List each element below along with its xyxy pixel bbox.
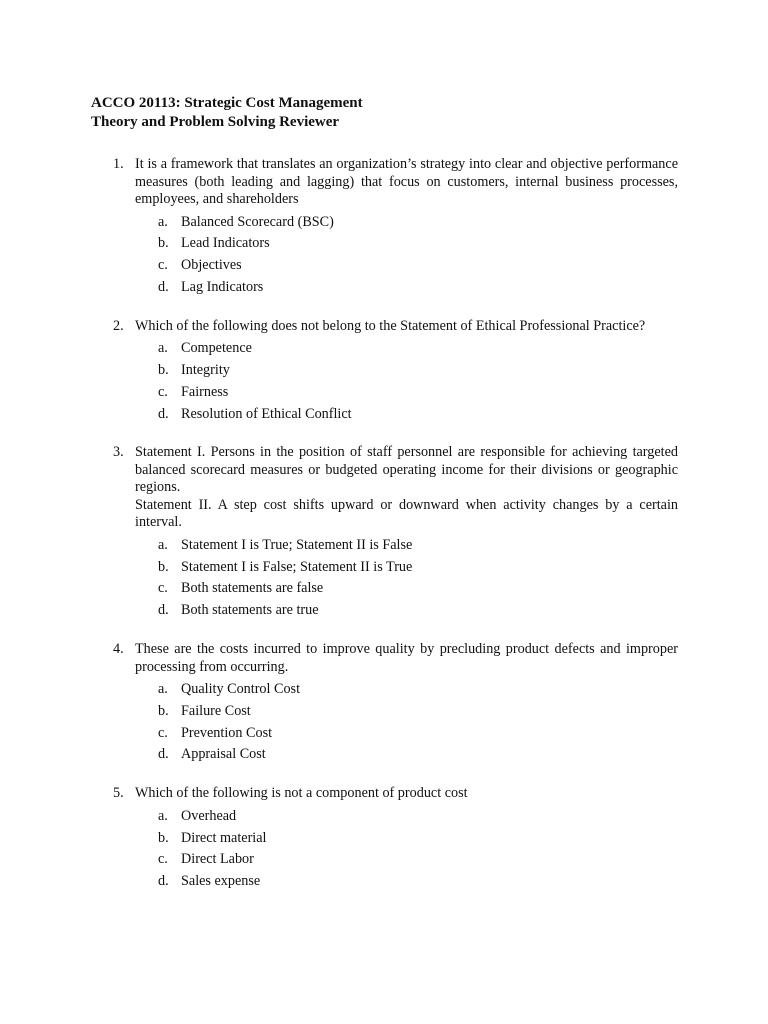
answer-options — [91, 212, 678, 299]
answer-option — [91, 360, 678, 382]
option-letter: a. — [158, 213, 168, 230]
option-text: Objectives — [181, 257, 242, 274]
option-letter: b. — [158, 361, 169, 378]
answer-option — [91, 255, 678, 277]
option-letter: a. — [158, 807, 168, 824]
option-letter: a. — [158, 536, 168, 553]
answer-option — [91, 535, 678, 557]
question-number: 4. — [113, 641, 124, 658]
answer-options — [91, 338, 678, 425]
option-text: Prevention Cost — [181, 724, 273, 741]
option-letter: b. — [158, 702, 169, 719]
question-paragraph: Which of the following does not belong to the Statement of Ethical Professional Practice? — [135, 317, 646, 334]
option-letter: d. — [158, 873, 169, 890]
course-title: ACCO 20113: Strategic Cost Management — [91, 95, 363, 111]
option-text: Balanced Scorecard (BSC) — [181, 213, 334, 230]
option-text: Statement I is True; Statement II is False — [181, 536, 413, 553]
option-letter: c. — [158, 257, 168, 274]
answer-option — [91, 871, 678, 893]
answer-option — [91, 828, 678, 850]
option-text: Direct Labor — [181, 851, 254, 868]
question-number: 1. — [113, 156, 124, 172]
option-text: Sales expense — [181, 873, 261, 890]
reviewer-title: Theory and Problem Solving Reviewer — [91, 114, 340, 130]
question-list — [91, 156, 678, 912]
question-text — [135, 785, 678, 803]
answer-option — [91, 233, 678, 255]
answer-option — [91, 404, 678, 426]
option-letter: c. — [158, 383, 168, 400]
option-letter: d. — [158, 278, 169, 295]
option-letter: d. — [158, 602, 169, 619]
option-text: Direct material — [181, 829, 267, 846]
option-text: Fairness — [181, 383, 229, 400]
answer-option — [91, 212, 678, 234]
option-text: Competence — [181, 340, 252, 357]
option-text: Appraisal Cost — [181, 746, 266, 763]
answer-option — [91, 849, 678, 871]
answer-option — [91, 723, 678, 745]
answer-option — [91, 578, 678, 600]
option-text: Resolution of Ethical Conflict — [181, 405, 352, 422]
question-paragraph: Statement I. Persons in the position of staff personnel are responsible for achieving targeted balanced scorecard measures or budgeted operating income for their divisions or geographic regions. — [135, 444, 678, 496]
document-header — [91, 94, 363, 132]
answer-option — [91, 744, 678, 766]
question-paragraph: Which of the following is not a component of product cost — [135, 785, 468, 802]
option-text: Failure Cost — [181, 702, 251, 719]
answer-option — [91, 679, 678, 701]
answer-option — [91, 338, 678, 360]
option-letter: c. — [158, 851, 168, 868]
option-text: Lag Indicators — [181, 278, 264, 295]
question-number: 5. — [113, 785, 124, 802]
option-letter: b. — [158, 558, 169, 575]
question-item — [91, 318, 678, 426]
answer-option — [91, 557, 678, 579]
option-letter: c. — [158, 580, 168, 597]
question-item — [91, 444, 678, 622]
option-letter: c. — [158, 724, 168, 741]
question-number: 3. — [113, 444, 124, 461]
option-letter: d. — [158, 405, 169, 422]
option-text: Both statements are true — [181, 602, 319, 619]
answer-option — [91, 600, 678, 622]
option-text: Integrity — [181, 361, 230, 378]
question-item — [91, 641, 678, 766]
answer-option — [91, 806, 678, 828]
question-text — [135, 641, 678, 676]
option-letter: d. — [158, 746, 169, 763]
answer-option — [91, 277, 678, 299]
answer-option — [91, 701, 678, 723]
option-text: Both statements are false — [181, 580, 324, 597]
question-paragraph: Statement II. A step cost shifts upward or downward when activity changes by a certain interval. — [135, 496, 678, 531]
question-text — [135, 444, 678, 532]
answer-options — [91, 535, 678, 622]
option-letter: b. — [158, 235, 169, 252]
option-text: Overhead — [181, 807, 237, 824]
answer-option — [91, 382, 678, 404]
option-letter: b. — [158, 829, 169, 846]
option-letter: a. — [158, 340, 168, 357]
question-text — [135, 156, 678, 209]
question-number: 2. — [113, 317, 124, 334]
question-paragraph: It is a framework that translates an organization’s strategy into clear and objective performance measures (both leading and lagging) that focus on customers, internal business processes, employees, and shareholders — [135, 156, 678, 207]
answer-options — [91, 806, 678, 893]
option-letter: a. — [158, 681, 168, 698]
option-text: Lead Indicators — [181, 235, 270, 252]
question-text — [135, 318, 678, 336]
question-item — [91, 785, 678, 893]
answer-options — [91, 679, 678, 766]
question-paragraph: These are the costs incurred to improve quality by precluding product defects and improper processing from occurring. — [135, 641, 678, 675]
question-item — [91, 156, 678, 299]
option-text: Quality Control Cost — [181, 681, 301, 698]
option-text: Statement I is False; Statement II is True — [181, 558, 413, 575]
